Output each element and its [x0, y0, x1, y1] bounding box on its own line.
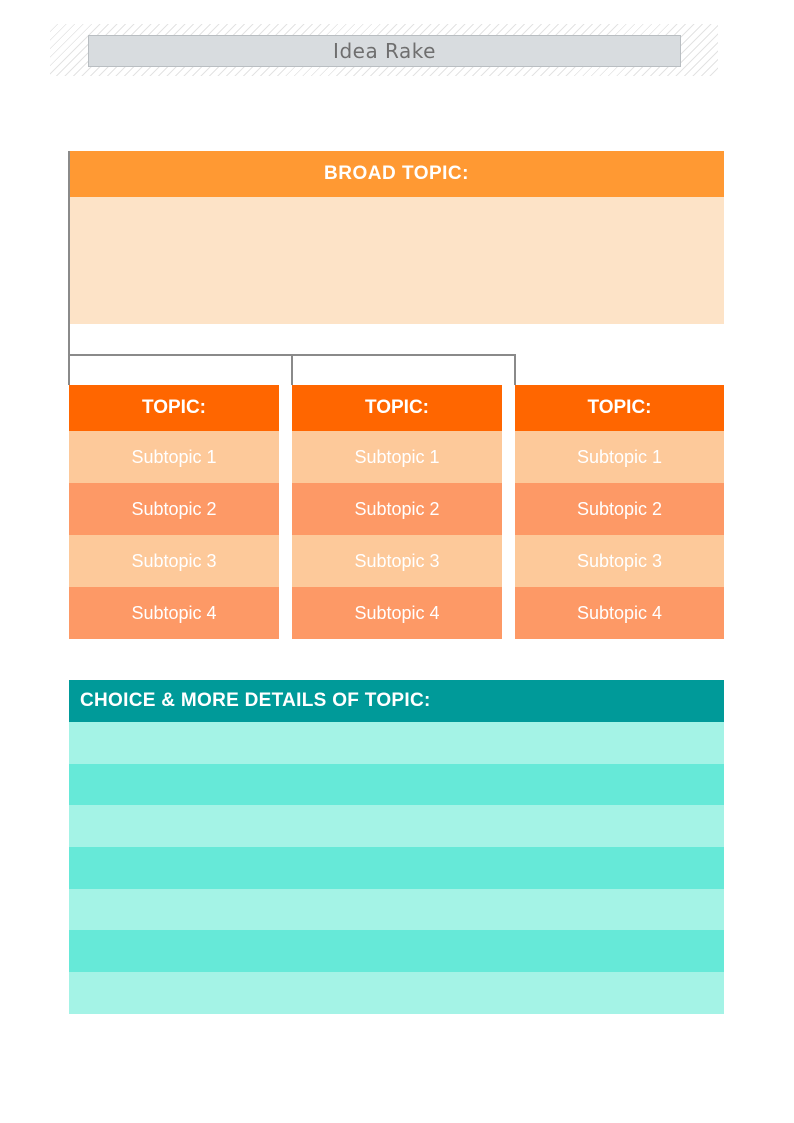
detail-row[interactable]: [69, 805, 724, 847]
connector-line-vertical-middle: [291, 354, 293, 385]
subtopic-4[interactable]: Subtopic 4: [292, 587, 502, 639]
subtopic-3[interactable]: Subtopic 3: [69, 535, 279, 587]
subtopic-3[interactable]: Subtopic 3: [292, 535, 502, 587]
subtopic-1[interactable]: Subtopic 1: [69, 431, 279, 483]
subtopic-4[interactable]: Subtopic 4: [69, 587, 279, 639]
detail-row[interactable]: [69, 930, 724, 972]
connector-line-vertical-left: [68, 151, 70, 385]
topic-header: TOPIC:: [69, 385, 279, 431]
topic-header: TOPIC:: [515, 385, 724, 431]
subtopic-1[interactable]: Subtopic 1: [515, 431, 724, 483]
choice-header: CHOICE & MORE DETAILS OF TOPIC:: [69, 680, 724, 722]
subtopic-4[interactable]: Subtopic 4: [515, 587, 724, 639]
topic-header: TOPIC:: [292, 385, 502, 431]
choice-detail-rows: [69, 722, 724, 1014]
broad-topic-field[interactable]: [69, 197, 724, 324]
subtopic-2[interactable]: Subtopic 2: [292, 483, 502, 535]
detail-row[interactable]: [69, 889, 724, 931]
topic-column-3: [515, 385, 724, 639]
topic-column-1: [69, 385, 279, 639]
broad-topic-header: BROAD TOPIC:: [69, 151, 724, 197]
detail-row[interactable]: [69, 972, 724, 1014]
subtopic-2[interactable]: Subtopic 2: [515, 483, 724, 535]
detail-row[interactable]: [69, 847, 724, 889]
subtopic-3[interactable]: Subtopic 3: [515, 535, 724, 587]
subtopic-1[interactable]: Subtopic 1: [292, 431, 502, 483]
topic-column-2: [292, 385, 502, 639]
page-title: Idea Rake: [88, 35, 681, 67]
subtopic-2[interactable]: Subtopic 2: [69, 483, 279, 535]
connector-line-vertical-right: [514, 354, 516, 385]
detail-row[interactable]: [69, 764, 724, 806]
detail-row[interactable]: [69, 722, 724, 764]
